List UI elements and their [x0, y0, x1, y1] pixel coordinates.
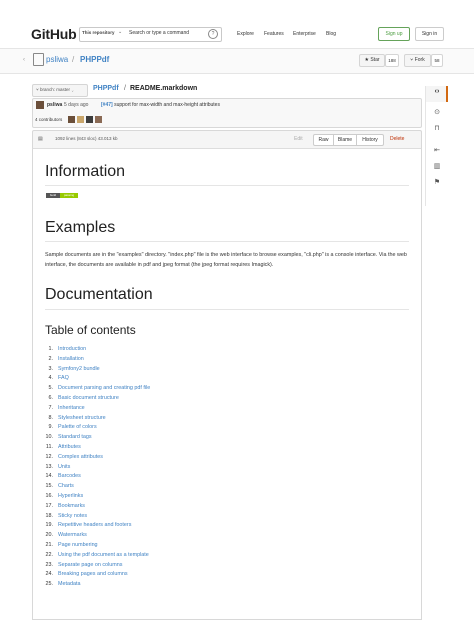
- sign-up-button[interactable]: Sign up: [378, 27, 410, 41]
- branch-icon: ⑂: [36, 87, 40, 92]
- contributors-count[interactable]: [35, 117, 62, 122]
- toc-link[interactable]: Installation: [58, 355, 84, 362]
- code-icon[interactable]: ‹›: [434, 88, 440, 95]
- branch-name: branch: master: [39, 87, 70, 92]
- toc-link[interactable]: Palette of colors: [58, 424, 97, 431]
- list-item-number: 1.: [48, 346, 53, 352]
- raw-button[interactable]: Raw: [313, 134, 334, 146]
- toc-link[interactable]: Introduction: [58, 346, 87, 352]
- breadcrumb-file: README.markdown: [130, 85, 198, 92]
- avatar[interactable]: [68, 116, 75, 123]
- toc-link[interactable]: Separate page on columns: [58, 561, 123, 568]
- toc-link[interactable]: Charts: [58, 483, 74, 490]
- list-item-number: 25.: [45, 581, 53, 588]
- build-status-badge[interactable]: [46, 193, 78, 198]
- badge-label: build: [46, 193, 60, 198]
- toc-link[interactable]: Document parsing and creating pdf file: [58, 385, 151, 392]
- heading-documentation: Documentation: [45, 286, 153, 303]
- toc-link[interactable]: Basic document structure: [58, 395, 119, 401]
- list-item-number: 10.: [45, 434, 53, 441]
- list-item-number: 15.: [45, 483, 53, 490]
- avatar[interactable]: [95, 116, 102, 123]
- commit-author[interactable]: psliwa: [47, 102, 63, 108]
- avatar[interactable]: [77, 116, 84, 123]
- toc-link[interactable]: Standard tags: [58, 434, 92, 441]
- toc-link[interactable]: Hyperlinks: [58, 493, 84, 499]
- list-item-number: 3.: [48, 365, 53, 372]
- pull-request-icon[interactable]: ⊓: [434, 125, 440, 132]
- repo-header: [0, 49, 474, 74]
- list-item-number: 19.: [45, 522, 53, 529]
- toc-link[interactable]: Breaking pages and columns: [58, 571, 128, 578]
- repo-icon: [33, 53, 44, 66]
- list-item-number: 8.: [48, 414, 53, 421]
- list-item-number: 18.: [45, 512, 53, 519]
- list-item-number: 17.: [45, 502, 53, 509]
- list-item-number: 13.: [45, 463, 53, 470]
- breadcrumb-repo-link[interactable]: PHPPdf: [93, 85, 119, 92]
- sign-in-button[interactable]: Sign in: [415, 27, 444, 41]
- readme-body: [32, 148, 422, 620]
- branch-label: ⑂ branch: master ⌄: [36, 87, 74, 92]
- toc-link[interactable]: Complex attributes: [58, 453, 103, 460]
- toc-link[interactable]: Stylesheet structure: [58, 414, 106, 421]
- list-item-number: 4.: [48, 375, 53, 382]
- star-icon: ★: [364, 57, 369, 63]
- search-input[interactable]: Search or type a command: [129, 30, 190, 36]
- list-item-number: 14.: [45, 473, 53, 480]
- toc-link[interactable]: Repetitive headers and footers: [58, 522, 132, 529]
- toc-link[interactable]: Units: [58, 463, 71, 470]
- nav-blog[interactable]: Blog: [326, 31, 337, 37]
- heading-information: Information: [45, 163, 126, 180]
- heading-table-of-contents: Table of contents: [45, 323, 136, 337]
- site-header: [0, 0, 474, 49]
- list-item-number: 21.: [45, 542, 53, 548]
- list-item-number: 11.: [45, 444, 53, 450]
- pulse-icon[interactable]: ⇤: [434, 147, 440, 154]
- toc-link[interactable]: Bookmarks: [58, 502, 85, 509]
- heading-examples: Examples: [45, 219, 116, 236]
- blame-button[interactable]: Blame: [333, 134, 357, 146]
- branch-selector[interactable]: [32, 84, 88, 97]
- avatar[interactable]: [36, 101, 44, 109]
- toc-link[interactable]: Barcodes: [58, 473, 81, 480]
- file-icon: ▤: [38, 136, 43, 142]
- fork-count[interactable]: 58: [431, 54, 443, 67]
- star-count[interactable]: 188: [385, 54, 399, 67]
- toc-link[interactable]: Using the pdf document as a template: [58, 551, 149, 558]
- toc-link[interactable]: Inheritance: [58, 404, 85, 411]
- toc-link[interactable]: Watermarks: [58, 532, 87, 539]
- commit-message-text: support for max-width and max-height attributes: [114, 102, 220, 108]
- toc-link[interactable]: Sticky notes: [58, 512, 88, 519]
- list-item-number: 2.: [48, 355, 53, 362]
- history-button[interactable]: History: [356, 134, 384, 146]
- commit-time: 5 days ago: [64, 102, 89, 108]
- fork-button[interactable]: [404, 54, 431, 67]
- graphs-icon[interactable]: ▥: [433, 163, 441, 170]
- divider: [45, 241, 409, 242]
- repo-sidebar: [425, 86, 446, 206]
- network-icon[interactable]: ⚑: [433, 179, 441, 186]
- nav-features[interactable]: Features: [264, 31, 284, 37]
- issues-icon[interactable]: ⊙: [434, 109, 440, 116]
- list-item-number: 5.: [48, 385, 53, 392]
- list-item-number: 6.: [48, 395, 53, 401]
- fork-icon: ⑂: [410, 57, 414, 63]
- list-item-number: 12.: [45, 453, 53, 460]
- fork-label: Fork: [414, 57, 425, 63]
- nav-explore[interactable]: Explore: [237, 31, 254, 37]
- divider: [45, 185, 409, 186]
- back-arrow-icon[interactable]: ‹: [23, 57, 25, 63]
- repo-path-separator: /: [72, 55, 75, 64]
- star-label: Star: [370, 57, 380, 63]
- commit-issue-link[interactable]: [#47]: [101, 102, 113, 108]
- examples-paragraph: Sample documents are in the "examples" directory. "index.php" file is the web interface to browse examples, "cli.php" is a console interface. Via the web interface, the documents are available in pdf and jpeg format (the jpeg format requires Imagick).: [45, 252, 407, 268]
- edit-button[interactable]: Edit: [294, 136, 303, 142]
- badge-status: passing: [60, 193, 78, 198]
- toc-link[interactable]: FAQ: [58, 375, 69, 382]
- search-box[interactable]: [79, 27, 222, 42]
- toc-link[interactable]: Symfony2 bundle: [58, 365, 100, 372]
- help-icon[interactable]: ?: [208, 29, 218, 39]
- delete-button[interactable]: Delete: [390, 136, 405, 142]
- list-item-number: 23.: [45, 561, 53, 568]
- divider: [45, 309, 409, 310]
- toc-link[interactable]: Metadata: [58, 581, 81, 588]
- list-item-number: 24.: [45, 571, 53, 578]
- list-item-number: 7.: [48, 404, 53, 411]
- breadcrumb-separator: /: [124, 85, 126, 92]
- commit-message[interactable]: [101, 102, 220, 108]
- repo-name-link[interactable]: PHPPdf: [80, 55, 110, 64]
- latest-commit-box: [32, 98, 422, 128]
- list-item-number: 9.: [48, 424, 53, 431]
- search-scope[interactable]: This repository: [82, 30, 115, 35]
- toc-link[interactable]: Attributes: [58, 444, 81, 450]
- avatar[interactable]: [86, 116, 93, 123]
- list-item-number: 22.: [45, 551, 53, 558]
- list-item-number: 16.: [45, 493, 53, 499]
- file-meta: 1092 lines (843 sloc) 43.013 kb: [55, 136, 118, 141]
- list-item-number: 20.: [45, 532, 53, 539]
- file-header: [32, 130, 422, 149]
- star-button[interactable]: [359, 54, 385, 67]
- nav-enterprise[interactable]: Enterprise: [293, 31, 316, 37]
- repo-owner-link[interactable]: psliwa: [46, 55, 69, 64]
- toc-link[interactable]: Page numbering: [58, 542, 98, 548]
- contributors-label: 4 contributors: [35, 117, 63, 122]
- github-logo[interactable]: GitHub: [31, 26, 77, 42]
- chevron-down-icon: ⌄: [118, 29, 123, 35]
